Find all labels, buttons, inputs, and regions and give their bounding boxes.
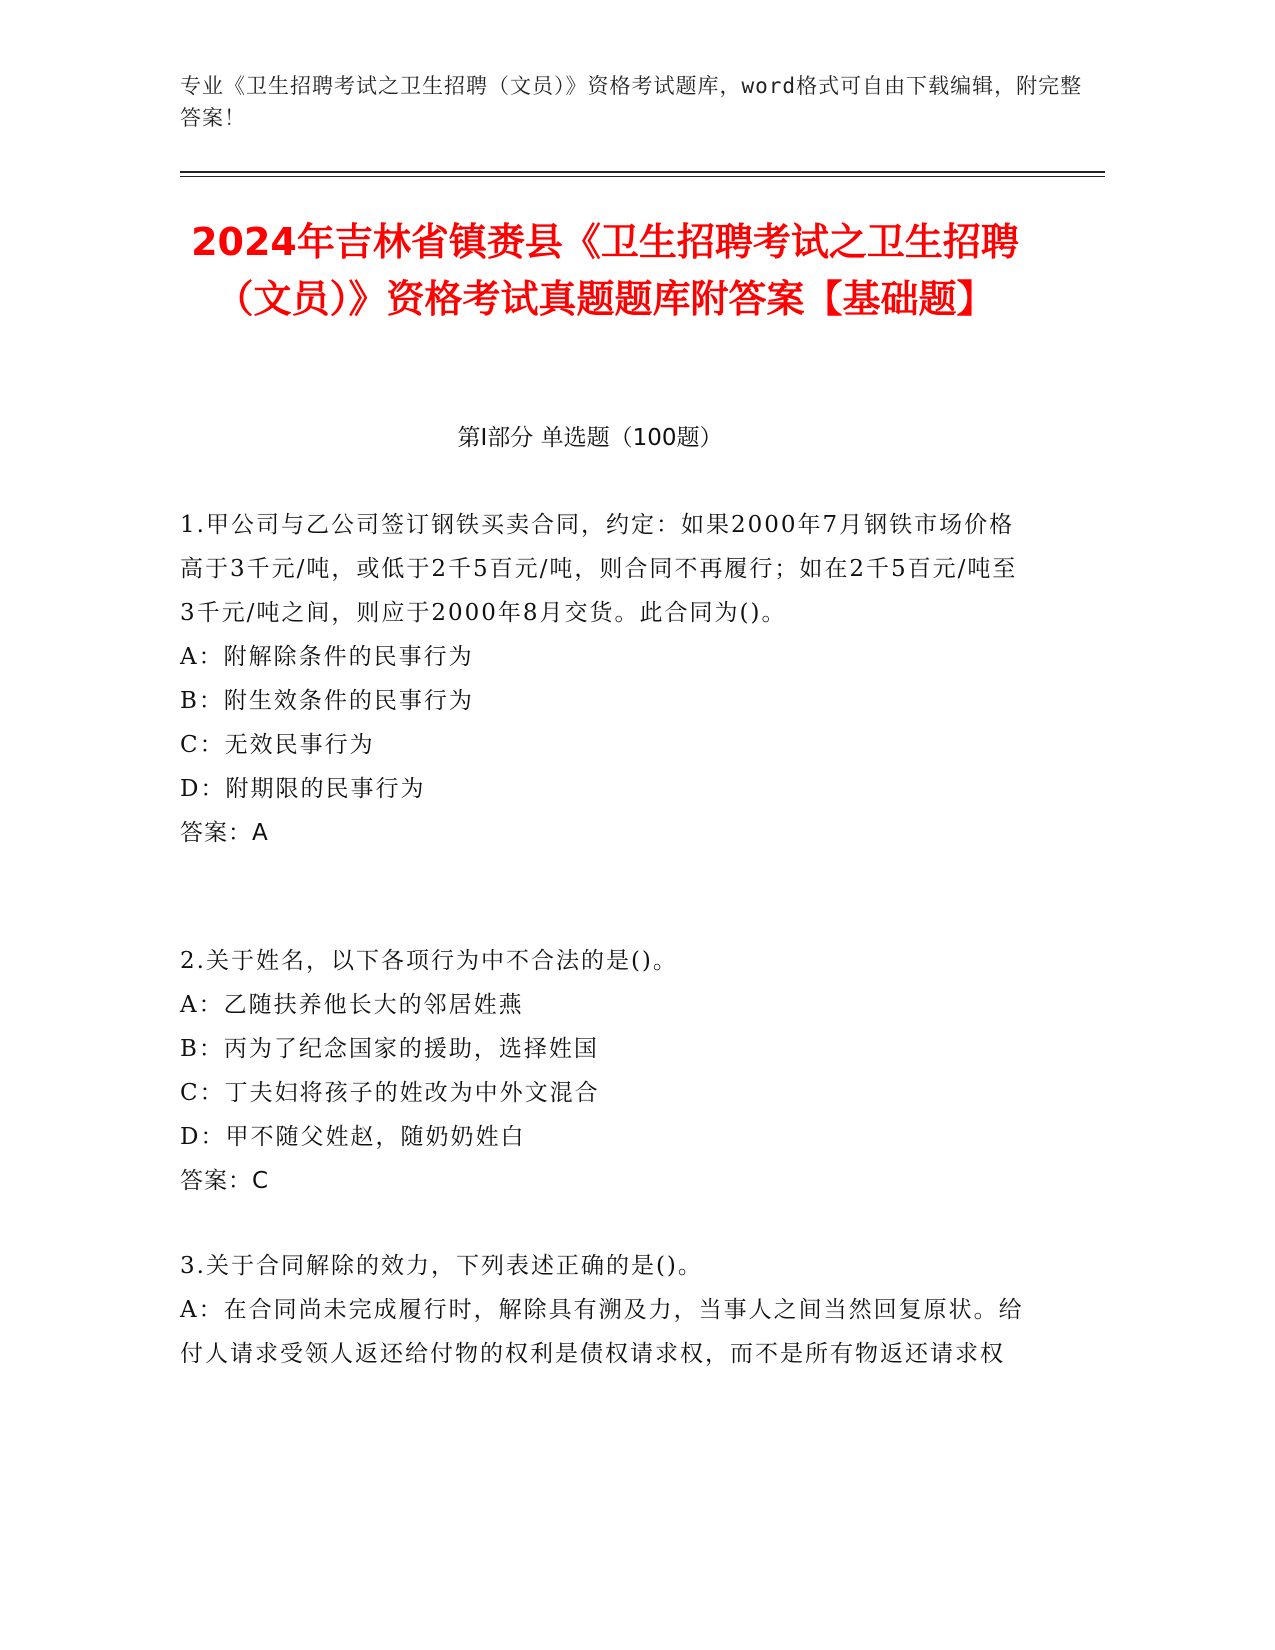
header-rule-thin	[180, 176, 1105, 177]
question-2-option-d: D：甲不随父姓赵，随奶奶姓白	[180, 1124, 526, 1150]
question-1-option-a: A：附解除条件的民事行为	[180, 644, 474, 670]
question-1-option-d: D：附期限的民事行为	[180, 776, 426, 802]
question-1	[180, 503, 1030, 855]
question-1-stem: 1.甲公司与乙公司签订钢铁买卖合同，约定：如果2000年7月钢铁市场价格高于3千元/吨，或低于2千5百元/吨，则合同不再履行；如在2千5百元/吨至3千元/吨之间，则应于2000年8月交货。此合同为()。	[180, 512, 1018, 626]
question-2-stem: 2.关于姓名，以下各项行为中不合法的是()。	[180, 948, 678, 974]
header-rule-thick	[180, 171, 1105, 173]
document-title: 2024年吉林省镇赉县《卫生招聘考试之卫生招聘（文员）》资格考试真题题库附答案【基础题】	[191, 220, 1019, 321]
question-2-option-b: B：丙为了纪念国家的援助，选择姓国	[180, 1036, 599, 1062]
question-2	[180, 939, 1030, 1203]
header-note: 专业《卫生招聘考试之卫生招聘（文员）》资格考试题库，word格式可自由下载编辑，附完整答案！	[180, 74, 1083, 130]
question-3	[180, 1244, 1030, 1376]
question-3-stem: 3.关于合同解除的效力，下列表述正确的是()。	[180, 1253, 703, 1279]
question-2-option-c: C：丁夫妇将孩子的姓改为中外文混合	[180, 1080, 600, 1106]
question-2-answer: 答案：C	[180, 1168, 270, 1194]
question-2-option-a: A：乙随扶养他长大的邻居姓燕	[180, 992, 524, 1018]
question-3-option-a: A：在合同尚未完成履行时，解除具有溯及力，当事人之间当然回复原状。给付人请求受领人返还给付物的权利是债权请求权，而不是所有物返还请求权	[180, 1297, 1024, 1367]
question-1-option-c: C：无效民事行为	[180, 732, 375, 758]
question-1-answer: 答案：A	[180, 820, 269, 846]
question-1-option-b: B：附生效条件的民事行为	[180, 688, 474, 714]
section-heading: 第Ⅰ部分 单选题（100题）	[457, 425, 723, 451]
